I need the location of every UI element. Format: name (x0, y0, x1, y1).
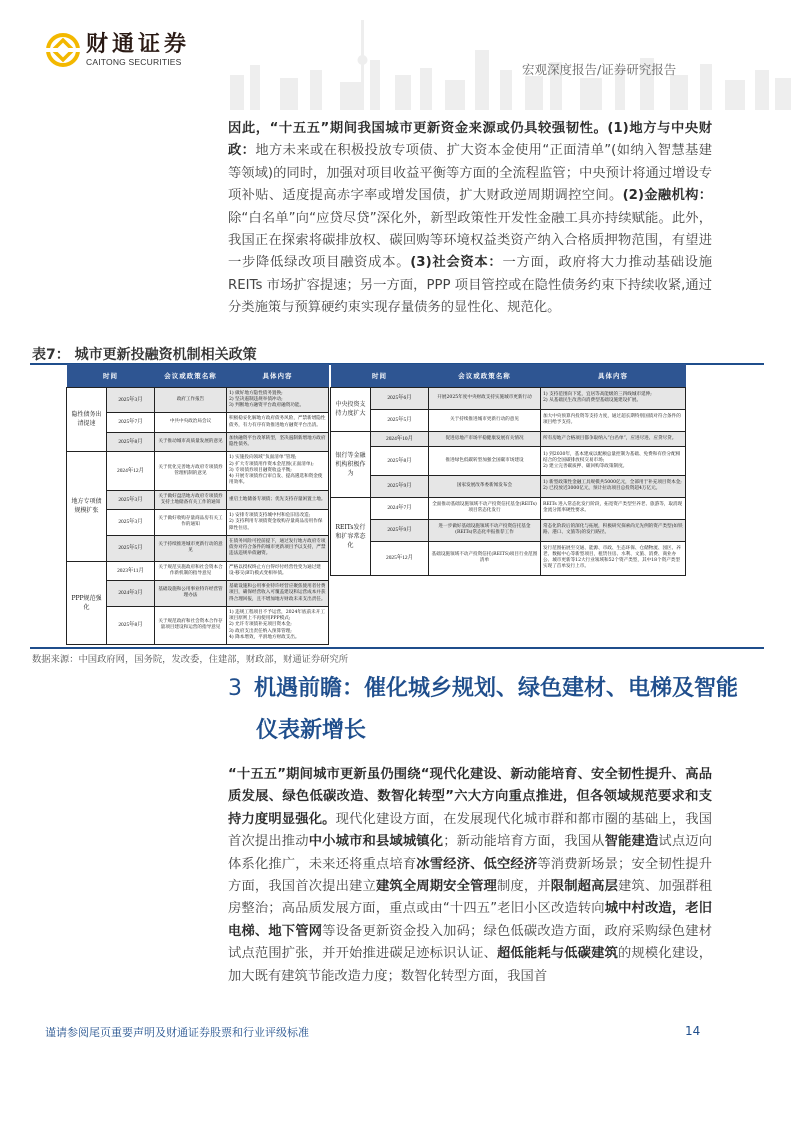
row-content: 加大中央预算内投资等支持力度，通过超长期特别国债对符合条件的项目给予支持。 (541, 409, 686, 431)
row-date: 2025年3月 (107, 490, 155, 510)
row-date: 2025年3月 (107, 510, 155, 536)
para-text: 试点迈向体系化推广，未来还将重点培育 (228, 834, 713, 872)
table-row (67, 561, 329, 581)
row-date: 2025年12月 (371, 541, 429, 575)
policy-table-left (66, 364, 329, 645)
intro-text-2: 除“白名单”向“应贷尽贷”深化外，新型政策性开发性金融工具亦持续赋能。此外，我国正在探索将碳排放权、碳回购等环境权益类资产纳入合格质押物范围，有望进一步降低绿改项目融资成本。 (228, 210, 712, 271)
policy-table-right (330, 364, 686, 576)
header-content: 具体内容 (541, 364, 686, 387)
header-policy-name: 会议或政策名称 (155, 364, 227, 387)
row-group-label: 地方专项债规模扩张 (67, 452, 107, 561)
header-content: 具体内容 (227, 364, 329, 387)
row-date: 2025年8月 (371, 447, 429, 475)
row-policy-name: 推进绿色低碳转型加强全国碳市场建设 (429, 447, 541, 475)
table-row (331, 387, 686, 409)
table-row (67, 606, 329, 644)
row-policy-name: 关于做好盘活地方政府专项债券支持土地储备有关工作的通知 (155, 490, 227, 510)
row-date: 2025年7月 (107, 413, 155, 433)
table-row (67, 452, 329, 490)
row-content: REITs 进入常态化发行阶段，拓宽资产类型至养老、旅游等，取消现金流分派率硬性要求。 (541, 497, 686, 519)
row-date: 2025年8月 (107, 432, 155, 452)
row-content: 积极稳妥化解地方政府债务风险，严禁新增隐性债务，有力有序有效推进地方融资平台出清。 (227, 413, 329, 433)
row-content: 常态化阶段后的深化与拓展，积极研究探索尚无先例的资产类型(如铁路、港口、文旅等)的发行路径。 (541, 519, 686, 541)
para-bold: 城中村改造，老旧电梯、地下管网 (228, 901, 713, 939)
table-row (331, 475, 686, 497)
row-date: 2024年7月 (371, 497, 429, 519)
section-heading (228, 668, 748, 752)
logo-english-name: CAITONG SECURITIES (86, 57, 182, 67)
row-date: 2024年10月 (371, 431, 429, 447)
table-row (67, 432, 329, 452)
page-number: 14 (685, 1024, 701, 1038)
para-bold: 建筑全周期安全管理 (375, 879, 497, 895)
logo-emblem-icon (46, 33, 80, 67)
row-policy-name: 政府工作报告 (155, 387, 227, 413)
intro-paragraph (228, 118, 712, 320)
row-content: 在债务风险可控前提下，通过发行地方政府专项债券对符合条件的城市更新项目予以支持，严禁违法违规举债融资。 (227, 535, 329, 561)
data-source-note: 数据来源：中国政府网，国务院，发改委，住建部，财政部，财通证券研究所 (32, 654, 349, 665)
para-text: 等消费新场景；安全韧性提升方面，我国首次提出建立 (228, 856, 713, 895)
row-policy-name: 促进房地产市场平稳健康发展有关情况 (429, 431, 541, 447)
source-divider (30, 647, 764, 649)
para-text: 现代化建设方面，在发展现代化城市群和都市圈的基础上，我国首次提出推动 (228, 811, 713, 850)
section-title-line2: 仪表新增长 (256, 718, 367, 743)
row-group-label: PPP规范强化 (67, 561, 107, 644)
para-bold: 限制超高层 (550, 879, 619, 895)
row-date: 2024年3月 (107, 581, 155, 607)
row-date: 2025年5月 (371, 409, 429, 431)
para-text: 制度，并 (496, 879, 551, 895)
section-paragraph (228, 764, 712, 988)
row-date: 2024年12月 (107, 452, 155, 490)
row-policy-name: 全面推动基础设施领域不动产投资信托基金(REITs)项目常态化发行 (429, 497, 541, 519)
table-title: 表7： 城市更新投融资机制相关政策 (32, 347, 257, 363)
row-policy-name: 国家发展改革委新闻发布会 (429, 475, 541, 497)
intro-bold-2: (2)金融机构： (622, 188, 713, 204)
row-policy-name: 中共中央政治局会议 (155, 413, 227, 433)
table-row (331, 541, 686, 575)
section-title-line1: 机遇前瞻：催化城乡规划、绿色建材、电梯及智能 (254, 676, 739, 701)
intro-text-1: 地方未来或在积极投放专项债、扩大资本金使用“正面清单”(如纳入智慧基建等领域)的同时，加强对项目收益平衡等方面的全流程监管；中央预计将通过增设专项补贴、适度提高赤字率或增发国债，扩大财政逆周期调控空间。 (228, 143, 713, 204)
lead-bold: “十五五”期间城市更新虽仍围绕“现代化建设、新动能培育、安全韧性提升、高品质发展、绿色低碳改造、数智化转型”六大方向重点推进，但各领域规范要求和支持力度明显强化。 (228, 767, 712, 827)
para-text: 建筑、加强群租房整治；高品质发展方面，重点或由“十四五”老旧小区改造转向 (228, 879, 713, 917)
logo-chinese-name: 财通证券 (86, 31, 191, 57)
row-content: 1) 做好地方隐性债务置换; 2) 坚决遏制违规举债冲动; 3) 判断地方融资平台政府融资功能。 (227, 387, 329, 413)
row-policy-name: 关于推动城市高质量发展的意见 (155, 432, 227, 452)
footer-disclaimer-link[interactable]: 谨请参阅尾页重要声明及财通证券股票和行业评级标准 (45, 1026, 309, 1039)
intro-bold-1: 因此，“十五五”期间我国城市更新资金来源或仍具较强韧性。(1)地方与中央财政： (228, 121, 712, 159)
table-row (67, 535, 329, 561)
table-row (67, 387, 329, 413)
para-bold: 智能建造 (604, 834, 659, 850)
row-content: 1) 违规工程项目不予运营，2024年底前未开工项目原则上不再使用PPP模式; 2) 允许专项债补充项目资本金; 3) 政府支出责任纳入预算管理; 4) 降本增效，平滑地方财政支出。 (227, 606, 329, 644)
row-content: 重启土地储备专项债；优先支持存量闲置土地。 (227, 490, 329, 510)
intro-bold-3: (3)社会资本： (410, 255, 503, 271)
header-time: 时间 (331, 364, 429, 387)
table-row (67, 413, 329, 433)
row-group-label: 隐性债务出清提速 (67, 387, 107, 452)
row-group-label: 银行等金融机构积极作为 (331, 431, 371, 497)
table-row (331, 447, 686, 475)
row-content: 1) 安排专项债支持城中村和危旧房改造; 2) 支持利用专项债资金收购存量商品房用作保障性住房。 (227, 510, 329, 536)
row-date: 2025年3月 (107, 387, 155, 413)
row-date: 2025年8月 (107, 606, 155, 644)
para-bold: 超低能耗与低碳建筑 (496, 946, 619, 962)
row-date: 2023年11月 (107, 561, 155, 581)
row-policy-name: 关于优化完善地方政府专项债券管理机制的意见 (155, 452, 227, 490)
row-content: 1) 支持范围向下延，宜居等高能级的三四线城市延伸; 2) 从基础民生改善向消费型基础设施建设扩展。 (541, 387, 686, 409)
para-bold: 冰雪经济、低空经济 (416, 856, 538, 872)
row-group-label: REITs发行和扩容常态化 (331, 497, 371, 575)
row-content: 基础设施和公用事业特许经营应聚焦使用者付费项目，确保经营收入可覆盖建设和运营成本并获得合理回报，且不增加地方财政未来支出责任。 (227, 581, 329, 607)
row-policy-name: 关于做好收购存量商品房有关工作的通知 (155, 510, 227, 536)
row-policy-name: 开展2025年度中央财政支持实施城市更新行动 (429, 387, 541, 409)
row-content: 严格以授权终止方白得纾付经营性变为通过建设-移交(BT)模式变相举债。 (227, 561, 329, 581)
report-type-label: 宏观深度报告/证券研究报告 (522, 62, 677, 77)
table-row (331, 497, 686, 519)
table-row (67, 581, 329, 607)
table-header-row (331, 364, 686, 387)
table-row (67, 490, 329, 510)
table-row (67, 510, 329, 536)
table-row (331, 431, 686, 447)
row-policy-name: 基础设施领域不动产投资信托(REITS)项目行业范围清单 (429, 541, 541, 575)
para-text: ；新动能培育方面，我国从 (443, 834, 605, 850)
row-date: 2025年6月 (371, 387, 429, 409)
table-row (331, 409, 686, 431)
row-date: 2025年9月 (371, 519, 429, 541)
row-policy-name: 基础设施和公用事业特许经营管理办法 (155, 581, 227, 607)
row-content: 1) 新型政策性金融工具规模共5000亿元，全部用于补充项目资本金; 2) 已投放近3000亿元，预计拉动项目总投资超4万亿元。 (541, 475, 686, 497)
para-bold: 中小城市和县域城镇化 (308, 834, 444, 850)
para-text: 等设备更新资金投入加码；绿色低碳改造方面，政府采购绿色建材试点范围扩张，并开始推进碳足迹标识认证、 (228, 923, 712, 962)
para-text: 的规模化建设，加大既有建筑节能改造力度；数智化转型方面，我国首 (228, 946, 713, 984)
table-header-row (67, 364, 329, 387)
row-date: 2025年5月 (107, 535, 155, 561)
intro-text-3: 一方面，政府将大力推动基础设施 REITs 市场扩容提速；另一方面，PPP 项目管控或在隐性债务约束下持续收紧,通过分类施策与预算硬约束实现存量债务的显性化、规范化。 (228, 255, 713, 316)
row-content: 1) 到2030年，基本建成以配额总量控制为基础、免费和有偿分配相结合的全国碳排放权交易市场; 2) 建立完善碳质押、碳回购等政策制度。 (541, 447, 686, 475)
table-row (331, 519, 686, 541)
row-policy-name: 关于持续推进城市更新行动的意见 (429, 409, 541, 431)
row-content: 发行范围拓展至交通、能源、市政、生态环保、仓储物流、园区、养老、数据中心等新型项目，租赁住房、水利、文旅、消费、商业办公、城市更新等12大行业领域和52个资产类型，其中18个资产类型实现了首单发行上市。 (541, 541, 686, 575)
row-content: 所有房地产合格项目都争取纳入“白名单”，应进尽进、应贷尽贷。 (541, 431, 686, 447)
page-header (0, 0, 794, 110)
header-policy-name: 会议或政策名称 (429, 364, 541, 387)
row-content: 1) 实施投向领域“负面清单”管理; 2) 扩大专项债用作资本金范围(正面清单); 3) 专项债券项目融资收益平衡; 4) 开展专项债券自审自发、提高遴选和资金使用效率。 (227, 452, 329, 490)
row-policy-name: 进一步做好基础设施领域不动产投资信托基金(REITs)常态化申报推荐工作 (429, 519, 541, 541)
row-content: 加快融资平台改革转型，坚决遏制新增地方政府隐性债务。 (227, 432, 329, 452)
company-logo (46, 32, 190, 68)
header-time: 时间 (67, 364, 155, 387)
row-group-label: 中央投资支持力度扩大 (331, 387, 371, 431)
row-policy-name: 关于规范实施政府和社会资本合作新机制的指导意见 (155, 561, 227, 581)
section-number: 3 (228, 676, 242, 701)
row-policy-name: 关于规范政府和社会资本合作存量项目建设和运营的指导意见 (155, 606, 227, 644)
city-skyline-decoration (220, 20, 794, 110)
row-policy-name: 关于持续推进城市更新行动的意见 (155, 535, 227, 561)
row-date: 2025年9月 (371, 475, 429, 497)
